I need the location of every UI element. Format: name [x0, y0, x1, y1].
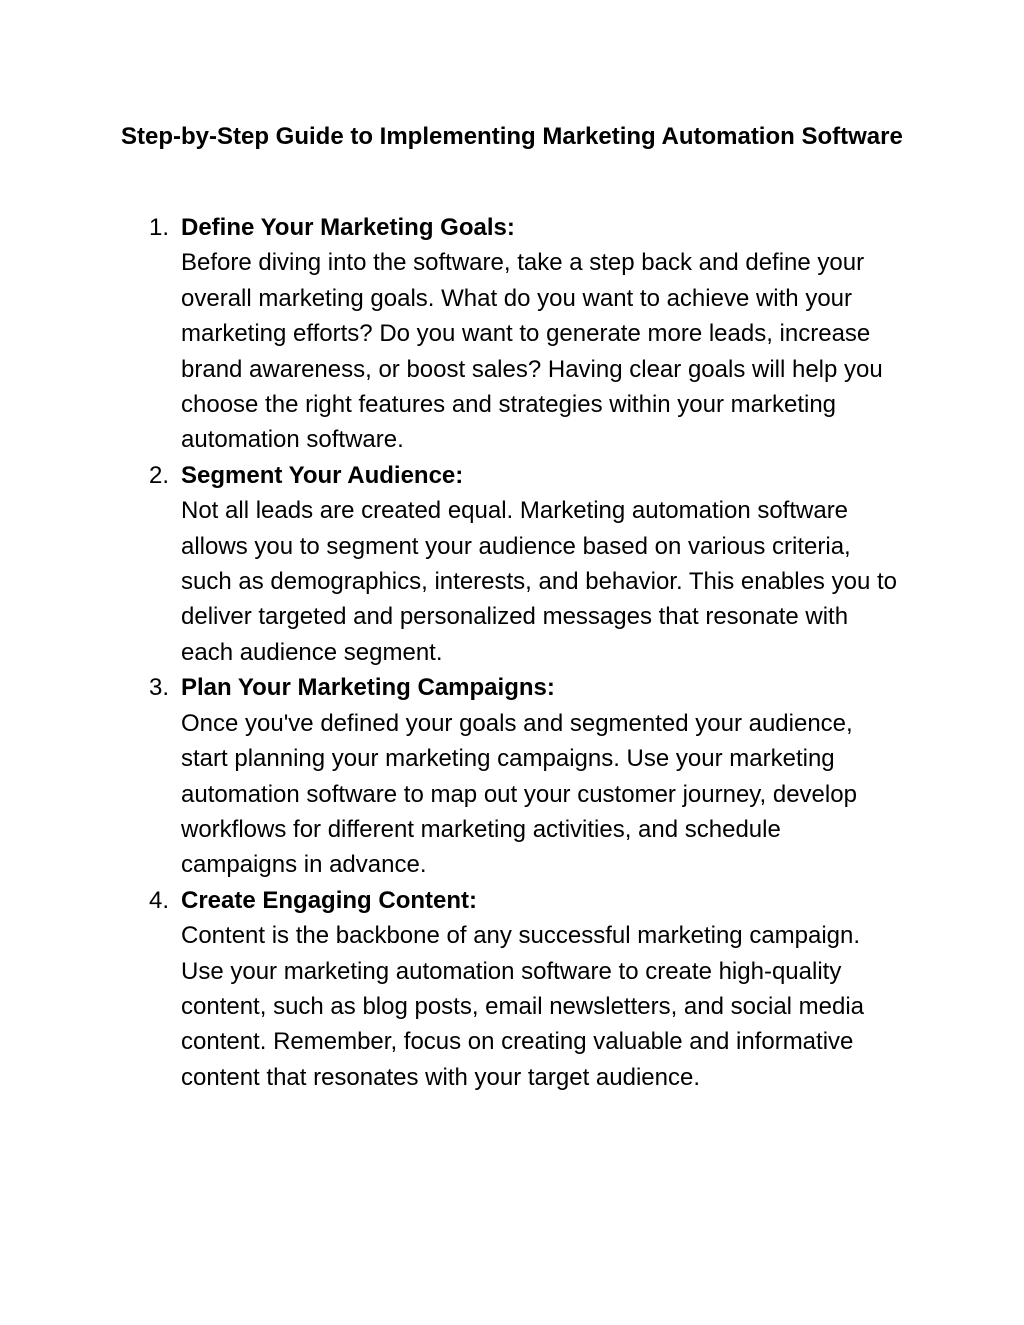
- document-title: Step-by-Step Guide to Implementing Marketing Automation Software: [121, 123, 903, 150]
- step-item-segment-audience: [0, 458, 901, 670]
- step-heading: Segment Your Audience:: [181, 461, 464, 489]
- step-number: 1.: [149, 214, 170, 241]
- step-body: Once you've defined your goals and segmented your audience, start planning your marketing campaigns. Use your marketing automation software to map out your customer journey, develop workflows for different marketing activities, and schedule campaigns in advance.: [181, 709, 857, 879]
- step-item-create-content: [0, 883, 901, 1095]
- step-heading: Create Engaging Content:: [181, 886, 478, 914]
- step-heading: Define Your Marketing Goals:: [181, 214, 515, 241]
- step-body: Before diving into the software, take a step back and define your overall marketing goals. What do you want to achieve with your marketing efforts? Do you want to generate more leads, increase brand awareness, or boost sales? Having clear goals will help you choose the right features and strategies within your marketing automation software.: [181, 249, 883, 454]
- step-body: Content is the backbone of any successful marketing campaign. Use your marketing automation software to create high-quality content, such as blog posts, email newsletters, and social media content. Remember, focus on creating valuable and informative content that resonates with your target audience.: [181, 922, 865, 1091]
- step-heading: Plan Your Marketing Campaigns:: [181, 674, 555, 702]
- step-number: 4.: [149, 886, 170, 914]
- step-number: 3.: [149, 674, 170, 702]
- step-item-plan-campaigns: [0, 670, 901, 882]
- step-item-define-goals: [0, 210, 901, 458]
- step-list: [0, 210, 1024, 1095]
- step-body: Not all leads are created equal. Marketing automation software allows you to segment your audience based on various criteria, such as demographics, interests, and behavior. This enables you to deliver targeted and personalized messages that resonate with each audience segment.: [181, 497, 897, 666]
- step-number: 2.: [149, 461, 170, 489]
